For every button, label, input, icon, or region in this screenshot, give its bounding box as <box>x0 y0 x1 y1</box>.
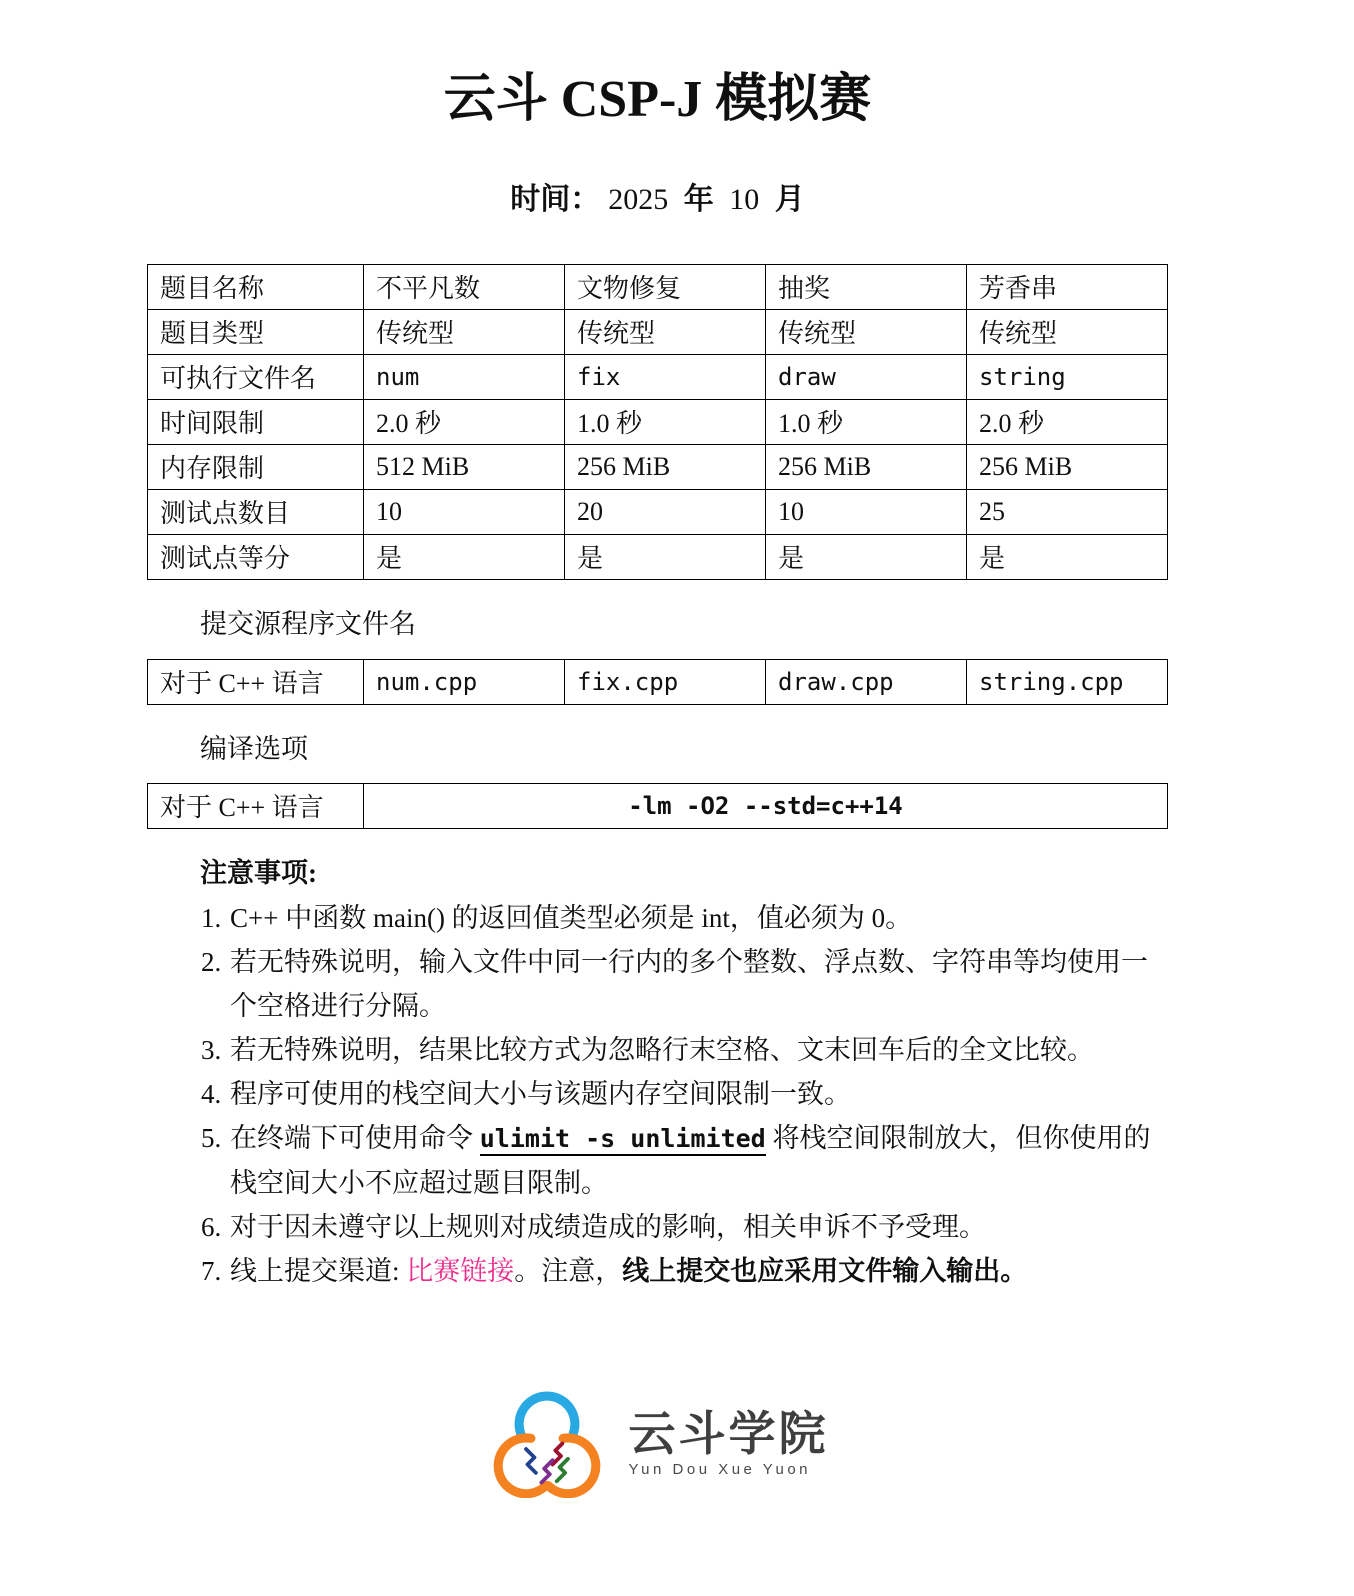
table-row <box>148 534 1168 579</box>
notes-list <box>147 896 1168 1293</box>
table-cell: string <box>967 354 1168 399</box>
cloud-left-arc <box>498 1438 546 1494</box>
table-cell: 10 <box>364 489 565 534</box>
note-text: 线上提交渠道: <box>230 1255 407 1286</box>
problem-info-table <box>147 264 1168 580</box>
note-item <box>228 1028 1168 1072</box>
source-filename-table <box>147 659 1168 705</box>
table-cell: 芳香串 <box>967 264 1168 309</box>
table-cell: 抽奖 <box>766 264 967 309</box>
row-label: 测试点数目 <box>148 489 364 534</box>
compile-flags-cell: -lm -O2 --std=c++14 <box>364 783 1168 828</box>
note-text: C++ 中函数 main() 的返回值类型必须是 int，值必须为 0。 <box>230 902 913 933</box>
note-item <box>228 1116 1168 1205</box>
yundou-cloud-logo-icon <box>487 1389 607 1498</box>
row-label: 可执行文件名 <box>148 354 364 399</box>
table-cell: fix.cpp <box>565 659 766 704</box>
logo-text-block <box>628 1406 829 1478</box>
table-cell: 1.0 秒 <box>766 399 967 444</box>
date-label: 时间： <box>510 182 601 216</box>
table-cell: 是 <box>967 534 1168 579</box>
table-cell: 是 <box>766 534 967 579</box>
row-label: 时间限制 <box>148 399 364 444</box>
contest-link[interactable]: 比赛链接 <box>406 1255 515 1286</box>
table-cell: 256 MiB <box>967 444 1168 489</box>
note-item <box>228 940 1168 1028</box>
table-cell: 256 MiB <box>565 444 766 489</box>
page-title: 云斗 CSP-J 模拟赛 <box>443 71 872 128</box>
contest-date <box>147 174 1168 218</box>
table-row <box>148 399 1168 444</box>
table-cell: 传统型 <box>364 309 565 354</box>
table-cell: 2.0 秒 <box>967 399 1168 444</box>
table-cell: num <box>364 354 565 399</box>
note-text-bold: 线上提交也应采用文件输入输出。 <box>622 1255 1028 1286</box>
cloud-right-arc <box>548 1438 596 1494</box>
table-cell: draw.cpp <box>766 659 967 704</box>
table-cell: num.cpp <box>364 659 565 704</box>
table-cell: 传统型 <box>565 309 766 354</box>
logo-name: 云斗学院 <box>628 1406 829 1460</box>
table-cell: 2.0 秒 <box>364 399 565 444</box>
note-text: 将栈空间限制放大，但你使用的栈空间大小不应超过题目限制。 <box>230 1122 1151 1198</box>
zigzag-green <box>556 1459 567 1481</box>
note-text: 对于因未遵守以上规则对成绩造成的影响，相关申诉不予受理。 <box>230 1211 986 1242</box>
table-cell: string.cpp <box>967 659 1168 704</box>
table-row <box>148 264 1168 309</box>
table-row <box>148 354 1168 399</box>
table-cell: 不平凡数 <box>364 264 565 309</box>
row-label: 题目名称 <box>148 264 364 309</box>
zigzag-navy <box>526 1449 536 1473</box>
row-label: 对于 C++ 语言 <box>148 659 364 704</box>
table-row <box>148 659 1168 704</box>
zigzag-purple <box>541 1460 552 1482</box>
table-cell: draw <box>766 354 967 399</box>
table-cell: 文物修复 <box>565 264 766 309</box>
date-year-unit: 年 <box>683 182 714 216</box>
note-text: 若无特殊说明，结果比较方式为忽略行末空格、文末回车后的全文比较。 <box>230 1034 1094 1065</box>
row-label: 对于 C++ 语言 <box>148 783 364 828</box>
date-month: 10 <box>729 182 760 216</box>
table-row <box>148 444 1168 489</box>
compile-options-heading: 编译选项 <box>200 733 308 764</box>
cloud-top-arc <box>519 1396 575 1433</box>
logo-subtitle: Yun Dou Xue Yuon <box>628 1460 812 1478</box>
table-cell: 是 <box>565 534 766 579</box>
note-item <box>228 1205 1168 1249</box>
date-month-unit: 月 <box>774 182 805 216</box>
table-cell: 是 <box>364 534 565 579</box>
table-row <box>148 309 1168 354</box>
row-label: 内存限制 <box>148 444 364 489</box>
note-text: 若无特殊说明，输入文件中同一行内的多个整数、浮点数、字符串等均使用一个空格进行分隔。 <box>230 946 1148 1021</box>
table-row <box>148 783 1168 828</box>
note-item <box>228 1249 1168 1293</box>
date-year: 2025 <box>608 182 669 216</box>
row-label: 题目类型 <box>148 309 364 354</box>
table-cell: fix <box>565 354 766 399</box>
note-text: 。注意， <box>514 1255 623 1286</box>
table-cell: 传统型 <box>766 309 967 354</box>
table-cell: 20 <box>565 489 766 534</box>
table-cell: 512 MiB <box>364 444 565 489</box>
logo <box>147 1389 1168 1498</box>
table-row <box>148 489 1168 534</box>
note-item <box>228 1072 1168 1116</box>
ulimit-command: ulimit -s unlimited <box>480 1124 766 1156</box>
notes-heading: 注意事项: <box>200 857 317 888</box>
table-cell: 256 MiB <box>766 444 967 489</box>
source-filename-heading: 提交源程序文件名 <box>200 608 416 639</box>
compile-options-table <box>147 783 1168 829</box>
table-cell: 传统型 <box>967 309 1168 354</box>
table-cell: 1.0 秒 <box>565 399 766 444</box>
row-label: 测试点等分 <box>148 534 364 579</box>
note-text: 在终端下可使用命令 <box>230 1122 480 1153</box>
table-cell: 10 <box>766 489 967 534</box>
note-text: 程序可使用的栈空间大小与该题内存空间限制一致。 <box>230 1078 851 1109</box>
note-item <box>228 896 1168 940</box>
table-cell: 25 <box>967 489 1168 534</box>
